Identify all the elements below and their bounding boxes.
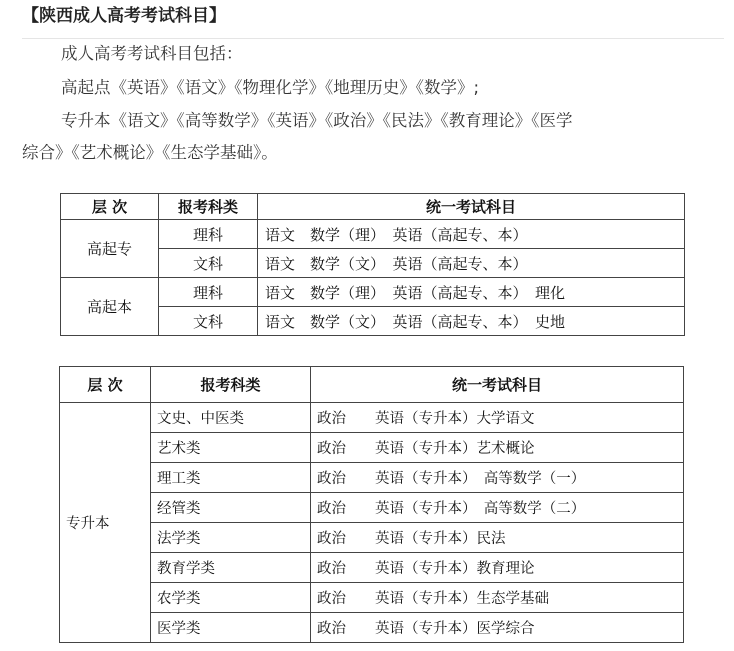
subjects-cell: 政治 英语（专升本） 高等数学（二） [311, 493, 684, 523]
table-row [60, 553, 684, 583]
table-row [60, 403, 684, 433]
subjects-cell: 语文 数学（理） 英语（高起专、本） 理化 [258, 278, 685, 307]
category-cell: 理科 [159, 278, 258, 307]
category-cell: 艺术类 [151, 433, 311, 463]
category-cell: 医学类 [151, 613, 311, 643]
table-row [60, 583, 684, 613]
gaoqi-exam-table [60, 193, 685, 336]
subjects-cell: 政治 英语（专升本）医学综合 [311, 613, 684, 643]
gaoqidian-subjects-text: 高起点《英语》《语文》《物理化学》《地理历史》《数学》; [61, 78, 480, 97]
subjects-cell: 语文 数学（理） 英语（高起专、本） [258, 220, 685, 249]
subjects-cell: 政治 英语（专升本）教育理论 [311, 553, 684, 583]
table-header-row [60, 367, 684, 403]
level-cell: 专升本 [60, 403, 151, 643]
table-row [60, 493, 684, 523]
subjects-cell: 语文 数学（文） 英语（高起专、本） 史地 [258, 307, 685, 336]
zhuanshengben-subjects-text-cont: 综合》《艺术概论》《生态学基础》。 [22, 143, 278, 162]
category-cell: 文史、中医类 [151, 403, 311, 433]
subjects-cell: 语文 数学（文） 英语（高起专、本） [258, 249, 685, 278]
category-cell: 教育学类 [151, 553, 311, 583]
table-row [61, 220, 685, 249]
level-cell: 高起专 [61, 220, 159, 278]
table-header-row [61, 194, 685, 220]
category-cell: 文科 [159, 307, 258, 336]
zhuanshengben-exam-table [59, 366, 684, 643]
subjects-cell: 政治 英语（专升本）艺术概论 [311, 433, 684, 463]
header-subjects: 统一考试科目 [258, 194, 685, 220]
category-cell: 农学类 [151, 583, 311, 613]
table-row [60, 523, 684, 553]
subjects-cell: 政治 英语（专升本）大学语文 [311, 403, 684, 433]
header-subjects: 统一考试科目 [311, 367, 684, 403]
category-cell: 理工类 [151, 463, 311, 493]
category-cell: 文科 [159, 249, 258, 278]
header-category: 报考科类 [159, 194, 258, 220]
table-row [60, 463, 684, 493]
title-divider [22, 38, 724, 39]
header-level: 层 次 [60, 367, 151, 403]
subjects-cell: 政治 英语（专升本）民法 [311, 523, 684, 553]
level-cell: 高起本 [61, 278, 159, 336]
zhuanshengben-subjects-text: 专升本《语文》《高等数学》《英语》《政治》《民法》《教育理论》《医学 [61, 111, 573, 130]
category-cell: 理科 [159, 220, 258, 249]
section-title: 【陕西成人高考考试科目】 [22, 6, 226, 26]
table-row [60, 613, 684, 643]
category-cell: 法学类 [151, 523, 311, 553]
subjects-cell: 政治 英语（专升本）生态学基础 [311, 583, 684, 613]
table-row [61, 278, 685, 307]
subjects-cell: 政治 英语（专升本） 高等数学（一） [311, 463, 684, 493]
header-level: 层 次 [61, 194, 159, 220]
category-cell: 经管类 [151, 493, 311, 523]
intro-paragraph: 成人高考考试科目包括： [61, 44, 243, 63]
header-category: 报考科类 [151, 367, 311, 403]
table-row [60, 433, 684, 463]
